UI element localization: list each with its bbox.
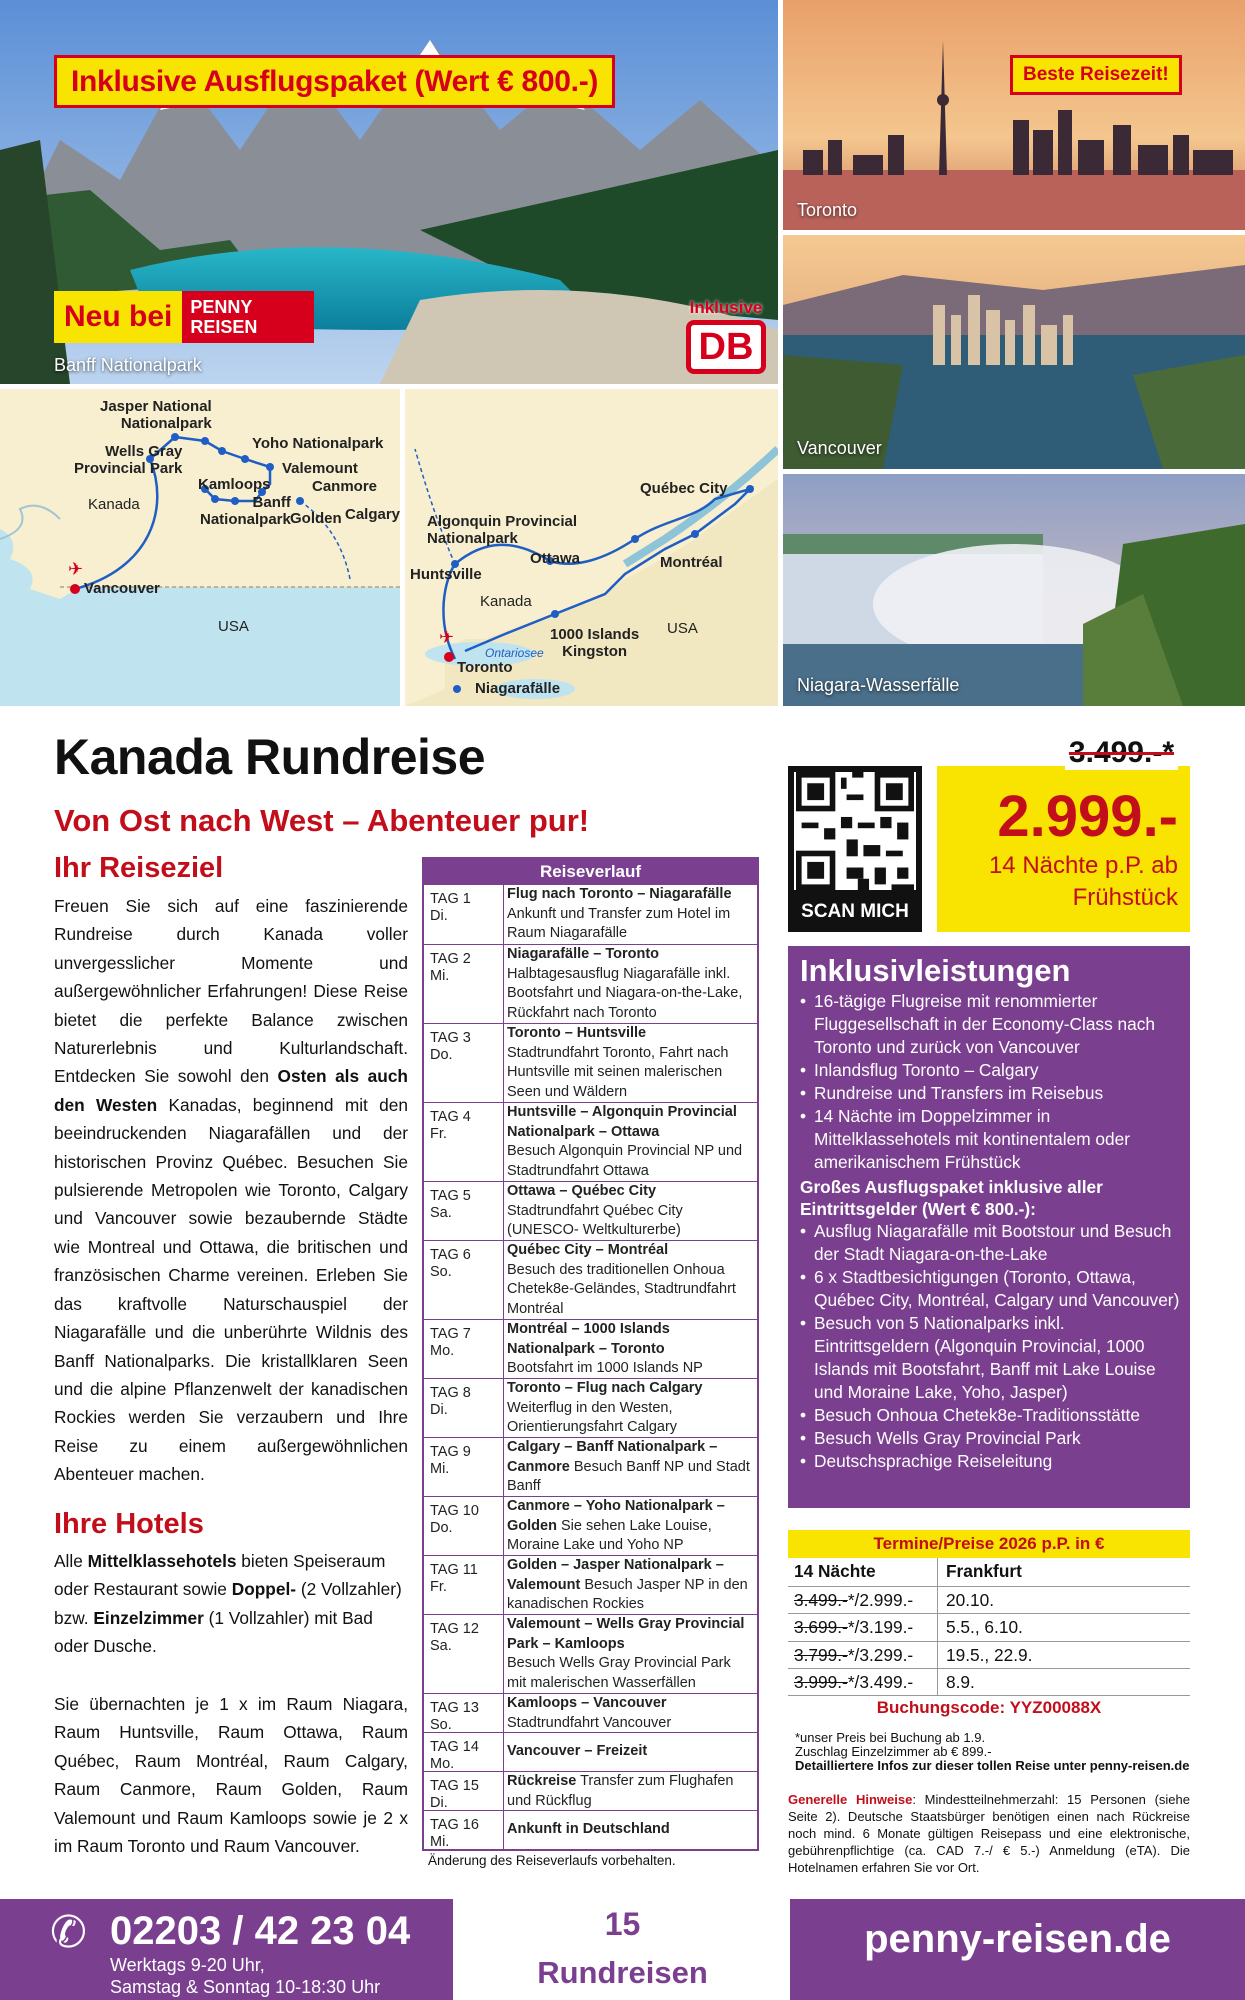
itinerary-row xyxy=(424,1771,757,1810)
itinerary-text xyxy=(504,885,757,944)
hotels-text xyxy=(54,1547,408,1661)
itinerary-day: TAG 2 Mi. xyxy=(424,945,504,1023)
inclusive-subheading: Großes Ausflugspaket inklusive aller Eintrittsgelder (Wert € 800.-): xyxy=(800,1177,1103,1219)
vancouver-city-image xyxy=(783,235,1245,469)
map-label-canmore: Canmore xyxy=(312,478,378,495)
itinerary-day: TAG 9 Mi. xyxy=(424,1438,504,1496)
itinerary-text xyxy=(504,1024,757,1102)
footer-website-box[interactable] xyxy=(790,1899,1245,2000)
note-3: Detailliertere Infos zur dieser tollen Reise unter penny-reisen.de xyxy=(795,1758,1190,1773)
itinerary-day: TAG 5 Sa. xyxy=(424,1182,504,1240)
general-notes-label: Generelle Hinweise xyxy=(788,1792,913,1807)
itinerary-title: Canmore – Yoho Nationalpark – Golden xyxy=(507,1498,725,1534)
price-table-heading: Termine/Preise 2026 p.P. in € xyxy=(788,1530,1190,1558)
price-desc-2: Frühstück xyxy=(1072,884,1178,911)
itinerary-row xyxy=(424,1023,757,1102)
map-label-golden: Golden xyxy=(290,510,342,527)
itinerary-text xyxy=(504,1772,757,1810)
map-label-wells-gray: Wells Gray Provincial Park xyxy=(74,443,183,477)
price-col-airport: Frankfurt xyxy=(946,1561,1022,1581)
itinerary-desc: Weiterflug in den Westen, Orientierungsfahrt Calgary xyxy=(507,1399,678,1436)
itinerary-day: TAG 15 Di. xyxy=(424,1772,504,1810)
hours-weekend: Samstag & Sonntag 10-18:30 Uhr xyxy=(110,1977,381,1997)
itinerary-desc: Sie sehen Lake Louise, Moraine Lake und Yoho NP xyxy=(507,1517,712,1554)
price-box xyxy=(937,736,1190,932)
itinerary-row xyxy=(424,1437,757,1496)
inclusive-item: • Rundreise und Transfers im Reisebus xyxy=(800,1082,1180,1105)
price-row xyxy=(788,1613,1190,1641)
hotels-stay-text: Sie übernachten je 1 x im Raum Niagara, Raum Huntsville, Raum Ottawa, Raum Québec, Raum Montréal, Raum Calgary, Raum Canmore, Raum Golden, Raum Valemount und Raum Kamloops sowie je 2 x im Raum Toronto und Raum Vancouver. xyxy=(54,1694,408,1857)
map-label-calgary: Calgary xyxy=(345,506,400,523)
price-row xyxy=(788,1641,1190,1669)
destination-text xyxy=(54,892,408,1489)
itinerary-title: Québec City – Montréal xyxy=(507,1242,669,1258)
destination-heading: Ihr Reiseziel xyxy=(54,852,224,884)
map-label-kanada-east: Kanada xyxy=(480,593,532,610)
itinerary-title: Toronto – Flug nach Calgary xyxy=(507,1380,703,1396)
qr-label: SCAN MICH xyxy=(801,901,909,922)
itinerary-title: Ankunft in Deutschland xyxy=(507,1821,670,1838)
itinerary-title: Vancouver – Freizeit xyxy=(507,1743,648,1760)
best-travel-time-badge: Beste Reisezeit! xyxy=(1010,55,1182,95)
itinerary-desc: Stadtrundfahrt Québec City (UNESCO- Weltkulturerbe) xyxy=(507,1202,683,1239)
itinerary-row xyxy=(424,1693,757,1732)
new-badge-text: Neu bei xyxy=(54,291,182,343)
itinerary-rows xyxy=(424,885,757,1849)
db-logo: DB xyxy=(686,320,766,374)
itinerary-title: Montréal – 1000 Islands Nationalpark – Toronto xyxy=(507,1321,670,1357)
destination-text-1: Freuen Sie sich auf eine faszinierende Rundreise durch Kanada voller unvergesslicher Momente und außergewöhnlicher Erfahrungen! Diese Reise bietet die perfekte Balance zwischen Naturerlebnis und Kulturlandschaft. Entdecken Sie sowohl den xyxy=(54,896,408,1087)
itinerary-day: TAG 12 Sa. xyxy=(424,1615,504,1693)
price-dates: 19.5., 22.9. xyxy=(946,1644,1033,1665)
itinerary-row xyxy=(424,1181,757,1240)
itinerary-text xyxy=(504,945,757,1023)
itinerary-title: Kamloops – Vancouver xyxy=(507,1695,667,1711)
itinerary-title: Huntsville – Algonquin Provincial Nationalpark – Ottawa xyxy=(507,1104,737,1140)
itinerary-title: Calgary – Banff Nationalpark – Canmore xyxy=(507,1439,718,1475)
itinerary-row xyxy=(424,1555,757,1614)
itinerary-day: TAG 13 So. xyxy=(424,1694,504,1732)
itinerary-text xyxy=(504,1615,757,1693)
price-desc-1: 14 Nächte p.P. ab xyxy=(988,852,1178,879)
itinerary-day: TAG 4 Fr. xyxy=(424,1103,504,1181)
itinerary-day: TAG 16 Mi. xyxy=(424,1811,504,1849)
price-dates: 5.5., 6.10. xyxy=(946,1617,1023,1637)
inclusive-item: • Besuch Wells Gray Provincial Park xyxy=(800,1427,1180,1450)
itinerary-title: Golden – Jasper Nationalpark – Valemount xyxy=(507,1557,724,1593)
toronto-skyline-image xyxy=(783,0,1245,230)
map-label-quebec: Québec City xyxy=(640,480,728,497)
inclusive-list-2 xyxy=(800,1220,1180,1473)
map-label-toronto: Toronto xyxy=(457,659,513,676)
phone-number[interactable]: 02203 / 42 23 04 xyxy=(110,1909,411,1953)
hero-caption: Banff Nationalpark xyxy=(54,355,202,375)
map-west xyxy=(0,389,400,706)
itinerary-day: TAG 6 So. xyxy=(424,1241,504,1319)
db-badge xyxy=(686,298,766,374)
map-label-ontariosee: Ontariosee xyxy=(485,646,544,660)
inclusive-list xyxy=(800,990,1180,1174)
itinerary-desc: Stadtrundfahrt Toronto, Fahrt nach Huntsville mit seinen malerischen Seen und Wäldern xyxy=(507,1044,729,1100)
itinerary-row xyxy=(424,885,757,944)
map-label-usa-west: USA xyxy=(218,618,249,635)
itinerary-row xyxy=(424,944,757,1023)
itinerary-table xyxy=(422,857,759,1851)
inclusive-item: • Besuch von 5 Nationalparks inkl. Eintrittsgeldern (Algonquin Provincial, 1000 Islands mit Bootsfahrt, Banff mit Lake Louise und Moraine Lake, Yoho, Jasper) xyxy=(800,1312,1180,1404)
inclusive-item: • Deutschsprachige Reiseleitung xyxy=(800,1450,1180,1473)
destination-text-2: Kanadas, beginnend mit den beeindruckenden Niagarafällen und der historischen Provinz Québec. Besuchen Sie pulsierende Metropolen wie Toronto, Calgary und Vancouver sowie bezaubernde Städte wie Montreal und Ottawa, die britischen und französischen Charme vereinen. Erleben Sie das kraftvolle Naturschauspiel der Niagarafälle und die unberührte Wildnis des Banff Nationalparks. Die kristallklaren Seen und die alpine Pflanzenwelt der kanadischen Rockies werden Sie verzaubern und Ihre Reise zu einem außergewöhnlichen Abenteuer machen. xyxy=(54,1094,408,1485)
map-label-niagara: Niagarafälle xyxy=(475,680,561,697)
price-dates: 20.10. xyxy=(946,1589,995,1610)
price-dates: 8.9. xyxy=(946,1672,975,1692)
itinerary-day: TAG 8 Di. xyxy=(424,1379,504,1437)
price-new: */3.499.- xyxy=(847,1672,914,1692)
itinerary-text xyxy=(504,1103,757,1181)
price-old: 3.999.- xyxy=(794,1672,848,1692)
toronto-caption: Toronto xyxy=(797,200,858,220)
itinerary-desc: Halbtagesausflug Niagarafälle inkl. Bootsfahrt und Niagara-on-the-Lake, Rückfahrt nach Toronto xyxy=(507,965,743,1021)
itinerary-desc: Besuch Wells Gray Provincial Park mit malerischen Wasserfällen xyxy=(507,1655,731,1691)
inclusive-box xyxy=(788,946,1190,1508)
penny-logo: PENNY REISEN xyxy=(182,291,314,343)
itinerary-heading: Reiseverlauf xyxy=(424,859,757,885)
price-row xyxy=(788,1668,1190,1696)
hero-banner: Inklusive Ausflugspaket (Wert € 800.-) xyxy=(54,55,615,108)
price-old: 3.799.- xyxy=(794,1644,848,1665)
price-notes xyxy=(795,1731,1190,1773)
hotels-b1: Mittelklassehotels xyxy=(87,1551,237,1571)
price-row xyxy=(788,1586,1190,1614)
price-table-header-row xyxy=(788,1558,1190,1586)
itinerary-title: Ottawa – Québec City xyxy=(507,1183,657,1199)
itinerary-title: Toronto – Huntsville xyxy=(507,1025,647,1041)
itinerary-desc: Ankunft und Transfer zum Hotel im Raum Niagarafälle xyxy=(507,905,731,942)
qr-code-icon xyxy=(794,772,916,890)
itinerary-row xyxy=(424,1240,757,1319)
price-table xyxy=(788,1530,1190,1720)
itinerary-row xyxy=(424,1319,757,1378)
price-new: */3.299.- xyxy=(847,1644,914,1665)
itinerary-desc: Besuch des traditionellen Onhoua Chetek8e-Geländes, Stadtrundfahrt Montréal xyxy=(507,1261,736,1317)
inclusive-item: • Inlandsflug Toronto – Calgary xyxy=(800,1059,1180,1082)
hotels-t2: bieten Speiseraum oder Restaurant sowie xyxy=(54,1551,386,1600)
inclusive-item: • Ausflug Niagarafälle mit Bootstour und Besuch der Stadt Niagara-on-the-Lake xyxy=(800,1220,1180,1266)
map-label-yoho: Yoho Nationalpark xyxy=(252,435,384,452)
map-label-kanada-west: Kanada xyxy=(88,496,140,513)
itinerary-desc: Transfer zum Flughafen und Rückflug xyxy=(507,1773,734,1809)
itinerary-text xyxy=(504,1811,757,1849)
itinerary-text xyxy=(504,1182,757,1240)
itinerary-title: Rückreise xyxy=(507,1773,577,1789)
map-label-montreal: Montréal xyxy=(660,554,723,571)
itinerary-text xyxy=(504,1694,757,1732)
itinerary-title: Valemount – Wells Gray Provincial Park – Kamloops xyxy=(507,1616,745,1652)
itinerary-text xyxy=(504,1438,757,1496)
itinerary-desc: Stadtrundfahrt Vancouver xyxy=(507,1714,672,1731)
new-price: 2.999.- xyxy=(997,784,1178,849)
itinerary-desc: Besuch Banff NP und Stadt Banff xyxy=(507,1458,750,1495)
price-cell xyxy=(788,1642,938,1669)
price-old: 3.499.- xyxy=(794,1589,848,1610)
itinerary-day: TAG 11 Fr. xyxy=(424,1556,504,1614)
map-label-ottawa: Ottawa xyxy=(530,550,581,567)
map-label-banff: Banff Nationalpark xyxy=(200,494,291,528)
price-new: */3.199.- xyxy=(847,1617,914,1637)
destination-text-bold: Osten als auch den Westen xyxy=(54,1066,408,1115)
airplane-icon-toronto: ✈ xyxy=(439,627,455,647)
itinerary-day: TAG 14 Mo. xyxy=(424,1733,504,1771)
hotels-b3: Einzelzimmer xyxy=(93,1607,204,1628)
page-subtitle: Von Ost nach West – Abenteuer pur! xyxy=(54,803,590,838)
itinerary-title: Niagarafälle – Toronto xyxy=(507,946,660,962)
map-label-1000-islands: 1000 Islands Kingston xyxy=(550,626,640,660)
itinerary-row xyxy=(424,1102,757,1181)
price-old: 3.699.- xyxy=(794,1617,848,1637)
note-2: Zuschlag Einzelzimmer ab € 899.- xyxy=(795,1744,992,1759)
map-label-algonquin: Algonquin Provincial Nationalpark xyxy=(427,513,578,547)
price-cell xyxy=(788,1614,938,1641)
footer-phone-box[interactable] xyxy=(0,1899,453,2000)
inclusive-item: • 14 Nächte im Doppelzimmer in Mittelklassehotels mit kontinentalem oder amerikanischem Frühstück xyxy=(800,1105,1180,1174)
map-label-vancouver: Vancouver xyxy=(84,580,160,597)
itinerary-desc: Besuch Algonquin Provincial NP und Stadtrundfahrt Ottawa xyxy=(507,1143,743,1179)
itinerary-day: TAG 1 Di. xyxy=(424,885,504,944)
price-col-nights: 14 Nächte xyxy=(788,1558,938,1586)
itinerary-text xyxy=(504,1733,757,1771)
itinerary-text xyxy=(504,1556,757,1614)
itinerary-desc: Bootsfahrt im 1000 Islands NP xyxy=(507,1360,703,1377)
itinerary-text xyxy=(504,1497,757,1555)
itinerary-row xyxy=(424,1810,757,1849)
page-title: Kanada Rundreise xyxy=(54,729,486,785)
db-label: Inklusive xyxy=(689,298,763,317)
inclusive-item: • 6 x Stadtbesichtigungen (Toronto, Ottawa, Québec City, Montréal, Calgary und Vancouver) xyxy=(800,1266,1180,1312)
old-price: 3.499.-* xyxy=(1065,736,1178,770)
toronto-photo xyxy=(783,0,1245,230)
hours-weekday: Werktags 9-20 Uhr, xyxy=(110,1955,265,1975)
page-number: 15 xyxy=(604,1906,641,1942)
itinerary-row xyxy=(424,1732,757,1771)
section-label: Rundreisen xyxy=(537,1955,708,1990)
itinerary-text xyxy=(504,1379,757,1437)
hotels-heading: Ihre Hotels xyxy=(54,1508,204,1540)
map-label-kamloops: Kamloops xyxy=(198,476,271,493)
itinerary-day: TAG 3 Do. xyxy=(424,1024,504,1102)
itinerary-row xyxy=(424,1496,757,1555)
phone-icon: ✆ xyxy=(50,1908,87,1957)
itinerary-footnote: Änderung des Reiseverlaufs vorbehalten. xyxy=(428,1853,676,1868)
niagara-caption: Niagara-Wasserfälle xyxy=(797,675,960,695)
vancouver-caption: Vancouver xyxy=(797,438,882,458)
itinerary-row xyxy=(424,1378,757,1437)
general-notes xyxy=(788,1791,1190,1876)
inclusive-item: • Besuch Onhoua Chetek8e-Traditionsstätte xyxy=(800,1404,1180,1427)
vancouver-photo xyxy=(783,235,1245,469)
itinerary-title: Flug nach Toronto – Niagarafälle xyxy=(507,886,732,902)
hotels-t1: Alle xyxy=(54,1551,88,1571)
map-label-usa-east: USA xyxy=(667,620,698,637)
map-label-huntsville: Huntsville xyxy=(410,566,482,583)
hotels-t3: (2 Vollzahler) bzw. xyxy=(54,1579,402,1628)
price-new: */2.999.- xyxy=(847,1589,914,1610)
general-notes-text: : Mindestteilnehmerzahl: 15 Personen (siehe Seite 2). Deutsche Staatsbürger benötigen einen nach Rückreise noch mind. 6 Monate gültigen Reisepass und eine elektronische, gebührenpflichtige (ca. CAD 7.-/ € 5.-) Anmeldung (eTA). Die Hotelnamen erfahren Sie vor Ort. xyxy=(788,1792,1190,1875)
website-link[interactable]: penny-reisen.de xyxy=(864,1917,1171,1961)
niagara-photo xyxy=(783,474,1245,706)
itinerary-text xyxy=(504,1320,757,1378)
itinerary-day: TAG 10 Do. xyxy=(424,1497,504,1555)
inclusive-heading: Inklusivleistungen xyxy=(800,953,1071,988)
note-1: *unser Preis bei Buchung ab 1.9. xyxy=(795,1730,986,1745)
inclusive-item: • 16-tägige Flugreise mit renommierter Fluggesellschaft in der Economy-Class nach Toronto und zurück von Vancouver xyxy=(800,990,1180,1059)
booking-code: Buchungscode: YYZ00088X xyxy=(788,1696,1190,1720)
airplane-icon-vancouver: ✈ xyxy=(68,559,84,579)
price-table-rows xyxy=(788,1586,1190,1696)
new-badge xyxy=(54,291,314,343)
qr-code[interactable] xyxy=(788,766,922,932)
niagara-falls-image xyxy=(783,474,1245,706)
hotels-t4: (1 Vollzahler) mit Bad oder Dusche. xyxy=(54,1607,373,1657)
itinerary-desc: Besuch Jasper NP in den kanadischen Rockies xyxy=(507,1576,748,1613)
price-cell xyxy=(788,1587,938,1614)
map-label-valemount: Valemount xyxy=(282,460,358,477)
price-cell xyxy=(788,1669,938,1695)
hotels-b2: Doppel- xyxy=(231,1579,297,1600)
map-east xyxy=(405,389,778,706)
itinerary-text xyxy=(504,1241,757,1319)
map-label-jasper: Jasper National Nationalpark xyxy=(100,398,212,432)
itinerary-row xyxy=(424,1614,757,1693)
itinerary-day: TAG 7 Mo. xyxy=(424,1320,504,1378)
